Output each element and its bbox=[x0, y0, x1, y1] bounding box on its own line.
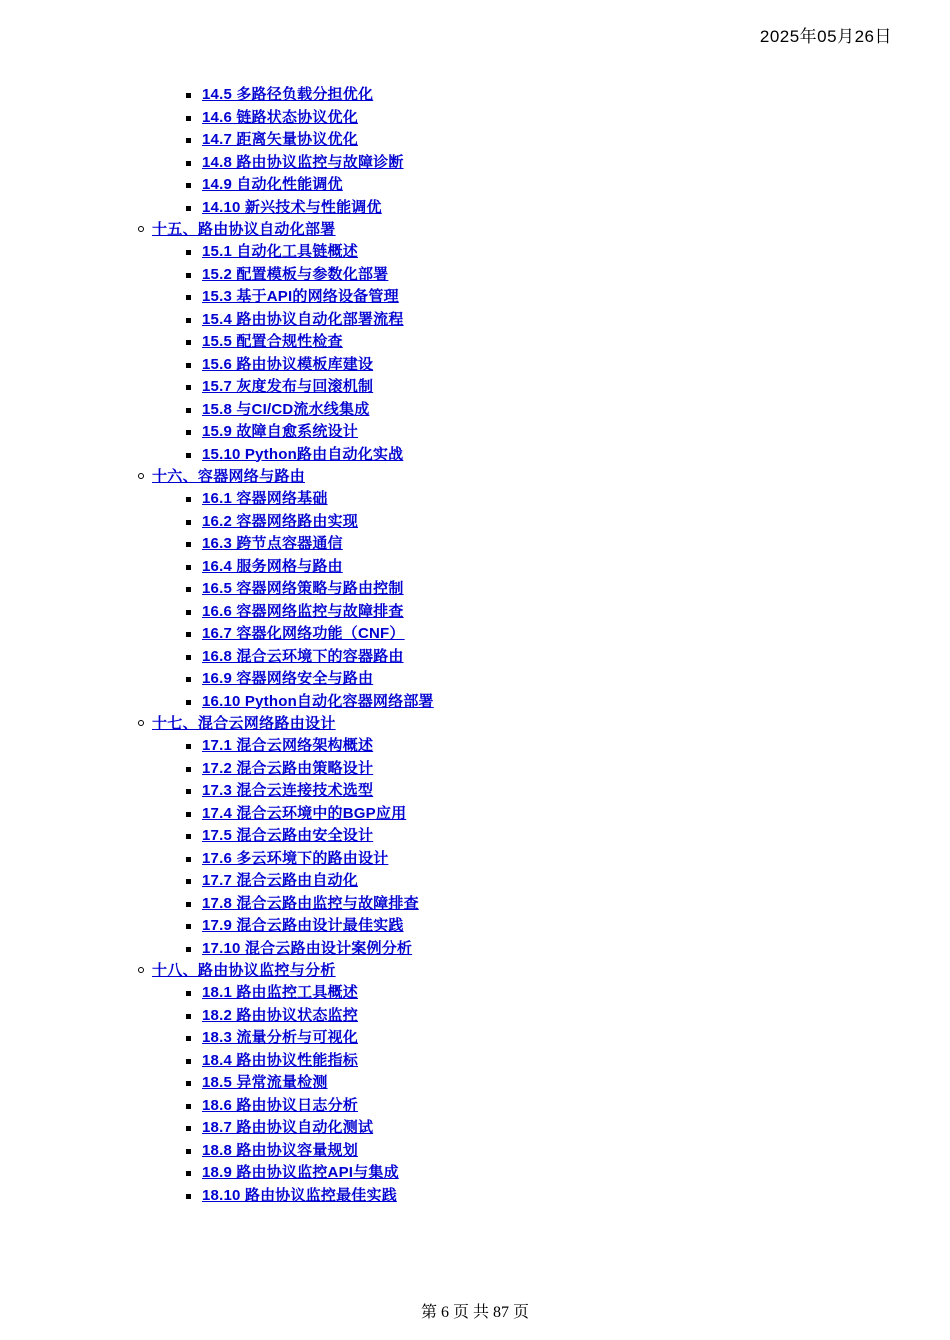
square-bullet-icon bbox=[186, 1014, 191, 1019]
document-date: 2025年05月26日 bbox=[759, 27, 892, 46]
square-bullet-icon bbox=[186, 385, 191, 390]
toc-section-item[interactable] bbox=[0, 735, 950, 758]
toc-section-item[interactable] bbox=[0, 803, 950, 826]
square-bullet-icon bbox=[186, 1059, 191, 1064]
circle-bullet-icon bbox=[138, 473, 144, 479]
toc-section-item[interactable] bbox=[0, 601, 950, 624]
toc-section-item[interactable] bbox=[0, 399, 950, 422]
toc-section-link[interactable]: 16.3 跨节点容器通信 bbox=[202, 535, 343, 552]
square-bullet-icon bbox=[186, 1126, 191, 1131]
square-bullet-icon bbox=[186, 273, 191, 278]
square-bullet-icon bbox=[186, 1194, 191, 1199]
square-bullet-icon bbox=[186, 116, 191, 121]
toc-section-list bbox=[0, 241, 950, 466]
toc-section-item[interactable] bbox=[0, 1140, 950, 1163]
leading-section-list bbox=[0, 84, 950, 219]
square-bullet-icon bbox=[186, 430, 191, 435]
square-bullet-icon bbox=[186, 789, 191, 794]
toc-section-item[interactable] bbox=[0, 1050, 950, 1073]
toc-section-item[interactable] bbox=[0, 668, 950, 691]
toc-section-item[interactable] bbox=[0, 444, 950, 467]
toc-section-link[interactable]: 16.10 Python自动化容器网络部署 bbox=[202, 692, 434, 710]
toc-section-link[interactable]: 18.1 路由监控工具概述 bbox=[202, 984, 358, 1001]
toc-section-item[interactable] bbox=[0, 354, 950, 377]
toc-section-link[interactable]: 17.3 混合云连接技术选型 bbox=[202, 782, 374, 799]
toc-section-item[interactable] bbox=[0, 578, 950, 601]
square-bullet-icon bbox=[186, 138, 191, 143]
toc-section-item[interactable] bbox=[0, 1095, 950, 1118]
square-bullet-icon bbox=[186, 1036, 191, 1041]
toc-chapter-item bbox=[0, 219, 950, 466]
toc-section-item[interactable] bbox=[0, 1005, 950, 1028]
square-bullet-icon bbox=[186, 924, 191, 929]
square-bullet-icon bbox=[186, 857, 191, 862]
toc-section-link[interactable]: 16.8 混合云环境下的容器路由 bbox=[202, 647, 404, 665]
toc-section-link[interactable]: 18.8 路由协议容量规划 bbox=[202, 1141, 358, 1159]
toc-section-item[interactable] bbox=[0, 511, 950, 534]
toc-section-item[interactable] bbox=[0, 421, 950, 444]
square-bullet-icon bbox=[186, 93, 191, 98]
toc-section-item[interactable] bbox=[0, 780, 950, 803]
toc-section-link[interactable]: 17.1 混合云网络架构概述 bbox=[202, 737, 374, 754]
square-bullet-icon bbox=[186, 655, 191, 660]
square-bullet-icon bbox=[186, 206, 191, 211]
square-bullet-icon bbox=[186, 632, 191, 637]
square-bullet-icon bbox=[186, 318, 191, 323]
toc-section-link[interactable]: 16.7 容器化网络功能（CNF） bbox=[202, 625, 405, 642]
square-bullet-icon bbox=[186, 1104, 191, 1109]
toc-section-link[interactable]: 18.10 路由协议监控最佳实践 bbox=[202, 1186, 397, 1204]
toc-section-item[interactable] bbox=[0, 938, 950, 961]
toc-section-item[interactable] bbox=[0, 309, 950, 332]
square-bullet-icon bbox=[186, 520, 191, 525]
toc-chapter-title-row[interactable] bbox=[0, 466, 950, 488]
toc-section-link[interactable]: 18.3 流量分析与可视化 bbox=[202, 1029, 358, 1046]
toc-section-item[interactable] bbox=[0, 848, 950, 871]
toc-section-item[interactable] bbox=[0, 84, 950, 107]
toc-chapter-link[interactable]: 十八、路由协议监控与分析 bbox=[152, 962, 336, 979]
toc-section-item[interactable] bbox=[0, 533, 950, 556]
toc-section-link[interactable]: 15.2 配置模板与参数化部署 bbox=[202, 265, 389, 283]
toc-section-link[interactable]: 14.10 新兴技术与性能调优 bbox=[202, 198, 382, 216]
square-bullet-icon bbox=[186, 991, 191, 996]
square-bullet-icon bbox=[186, 295, 191, 300]
square-bullet-icon bbox=[186, 408, 191, 413]
toc-section-item[interactable] bbox=[0, 376, 950, 399]
square-bullet-icon bbox=[186, 610, 191, 615]
square-bullet-icon bbox=[186, 947, 191, 952]
square-bullet-icon bbox=[186, 1149, 191, 1154]
toc-section-link[interactable]: 17.10 混合云路由设计案例分析 bbox=[202, 939, 413, 957]
square-bullet-icon bbox=[186, 879, 191, 884]
toc-section-link[interactable]: 15.6 路由协议模板库建设 bbox=[202, 355, 374, 373]
toc-section-item[interactable] bbox=[0, 107, 950, 130]
toc-section-link[interactable]: 18.5 异常流量检测 bbox=[202, 1074, 328, 1091]
toc-section-link[interactable]: 16.4 服务网格与路由 bbox=[202, 557, 343, 575]
toc-section-link[interactable]: 16.6 容器网络监控与故障排查 bbox=[202, 602, 404, 620]
toc-section-link[interactable]: 16.1 容器网络基础 bbox=[202, 490, 328, 507]
toc-section-list bbox=[0, 488, 950, 713]
square-bullet-icon bbox=[186, 587, 191, 592]
square-bullet-icon bbox=[186, 1081, 191, 1086]
toc-section-link[interactable]: 14.8 路由协议监控与故障诊断 bbox=[202, 153, 404, 171]
toc-section-link[interactable]: 15.5 配置合规性检查 bbox=[202, 333, 343, 350]
page-footer: 第 6 页 共 87 页 bbox=[420, 1304, 529, 1321]
toc-section-link[interactable]: 18.2 路由协议状态监控 bbox=[202, 1006, 358, 1024]
toc-section-link[interactable]: 16.2 容器网络路由实现 bbox=[202, 512, 358, 530]
toc-section-link[interactable]: 15.10 Python路由自动化实战 bbox=[202, 445, 404, 463]
toc-section-link[interactable]: 17.6 多云环境下的路由设计 bbox=[202, 849, 389, 867]
toc-section-item[interactable] bbox=[0, 152, 950, 175]
square-bullet-icon bbox=[186, 497, 191, 502]
square-bullet-icon bbox=[186, 340, 191, 345]
toc-section-link[interactable]: 15.1 自动化工具链概述 bbox=[202, 243, 358, 260]
toc-section-link[interactable]: 17.7 混合云路由自动化 bbox=[202, 872, 358, 889]
square-bullet-icon bbox=[186, 250, 191, 255]
toc-section-link[interactable]: 17.2 混合云路由策略设计 bbox=[202, 759, 374, 777]
toc-section-item[interactable] bbox=[0, 825, 950, 848]
toc-chapter-item bbox=[0, 713, 950, 960]
toc-chapter-item bbox=[0, 466, 950, 713]
toc-section-item[interactable] bbox=[0, 556, 950, 579]
toc-chapter-link[interactable]: 十六、容器网络与路由 bbox=[152, 468, 306, 485]
square-bullet-icon bbox=[186, 161, 191, 166]
toc-section-list bbox=[0, 735, 950, 960]
toc-section-item[interactable] bbox=[0, 1072, 950, 1095]
toc-section-item[interactable] bbox=[0, 129, 950, 152]
toc-section-item[interactable] bbox=[0, 241, 950, 264]
toc-section-item[interactable] bbox=[0, 1162, 950, 1185]
toc-section-link[interactable]: 18.4 路由协议性能指标 bbox=[202, 1051, 358, 1069]
circle-bullet-icon bbox=[138, 720, 144, 726]
square-bullet-icon bbox=[186, 902, 191, 907]
chapter-list bbox=[0, 219, 950, 1207]
toc-section-item[interactable] bbox=[0, 174, 950, 197]
toc-section-item[interactable] bbox=[0, 1185, 950, 1208]
toc-section-link[interactable]: 16.5 容器网络策略与路由控制 bbox=[202, 580, 404, 597]
toc-section-link[interactable]: 17.9 混合云路由设计最佳实践 bbox=[202, 917, 404, 934]
circle-bullet-icon bbox=[138, 967, 144, 973]
toc-section-link[interactable]: 17.8 混合云路由监控与故障排查 bbox=[202, 894, 419, 912]
toc-section-item[interactable] bbox=[0, 197, 950, 220]
toc-section-link[interactable]: 15.4 路由协议自动化部署流程 bbox=[202, 310, 404, 328]
toc-section-item[interactable] bbox=[0, 691, 950, 714]
square-bullet-icon bbox=[186, 1171, 191, 1176]
toc-section-link[interactable]: 18.7 路由协议自动化测试 bbox=[202, 1119, 374, 1136]
toc-section-link[interactable]: 15.7 灰度发布与回滚机制 bbox=[202, 378, 374, 395]
toc-chapter-link[interactable]: 十五、路由协议自动化部署 bbox=[152, 221, 336, 238]
square-bullet-icon bbox=[186, 744, 191, 749]
toc-section-link[interactable]: 15.9 故障自愈系统设计 bbox=[202, 423, 358, 440]
toc-section-item[interactable] bbox=[0, 893, 950, 916]
toc-chapter-link[interactable]: 十七、混合云网络路由设计 bbox=[152, 715, 336, 732]
toc-section-link[interactable]: 18.6 路由协议日志分析 bbox=[202, 1096, 358, 1114]
toc-section-item[interactable] bbox=[0, 331, 950, 354]
toc-section-item[interactable] bbox=[0, 264, 950, 287]
toc-section-item[interactable] bbox=[0, 1027, 950, 1050]
square-bullet-icon bbox=[186, 812, 191, 817]
square-bullet-icon bbox=[186, 834, 191, 839]
toc-section-item[interactable] bbox=[0, 870, 950, 893]
toc-section-list bbox=[0, 982, 950, 1207]
toc-chapter-item bbox=[0, 960, 950, 1207]
toc-section-item[interactable] bbox=[0, 646, 950, 669]
toc-section-item[interactable] bbox=[0, 982, 950, 1005]
toc-section-item[interactable] bbox=[0, 623, 950, 646]
toc-section-link[interactable]: 18.9 路由协议监控API与集成 bbox=[202, 1164, 399, 1181]
square-bullet-icon bbox=[186, 363, 191, 368]
toc-section-item[interactable] bbox=[0, 915, 950, 938]
toc-chapter-title-row[interactable] bbox=[0, 713, 950, 735]
square-bullet-icon bbox=[186, 542, 191, 547]
square-bullet-icon bbox=[186, 767, 191, 772]
square-bullet-icon bbox=[186, 565, 191, 570]
toc-section-link[interactable]: 15.8 与CI/CD流水线集成 bbox=[202, 400, 370, 418]
toc-section-link[interactable]: 14.5 多路径负载分担优化 bbox=[202, 86, 374, 103]
toc-section-link[interactable]: 16.9 容器网络安全与路由 bbox=[202, 670, 374, 687]
toc-section-item[interactable] bbox=[0, 488, 950, 511]
toc-section-link[interactable]: 17.5 混合云路由安全设计 bbox=[202, 827, 374, 844]
toc-section-link[interactable]: 17.4 混合云环境中的BGP应用 bbox=[202, 804, 407, 822]
toc-chapter-title-row[interactable] bbox=[0, 960, 950, 982]
circle-bullet-icon bbox=[138, 226, 144, 232]
square-bullet-icon bbox=[186, 700, 191, 705]
square-bullet-icon bbox=[186, 677, 191, 682]
table-of-contents bbox=[0, 84, 950, 1207]
toc-section-link[interactable]: 14.6 链路状态协议优化 bbox=[202, 108, 358, 126]
toc-section-item[interactable] bbox=[0, 758, 950, 781]
toc-section-item[interactable] bbox=[0, 1117, 950, 1140]
square-bullet-icon bbox=[186, 453, 191, 458]
toc-chapter-title-row[interactable] bbox=[0, 219, 950, 241]
toc-section-link[interactable]: 14.9 自动化性能调优 bbox=[202, 176, 343, 193]
toc-section-link[interactable]: 15.3 基于API的网络设备管理 bbox=[202, 288, 399, 305]
toc-section-link[interactable]: 14.7 距离矢量协议优化 bbox=[202, 131, 358, 148]
toc-section-item[interactable] bbox=[0, 286, 950, 309]
square-bullet-icon bbox=[186, 183, 191, 188]
